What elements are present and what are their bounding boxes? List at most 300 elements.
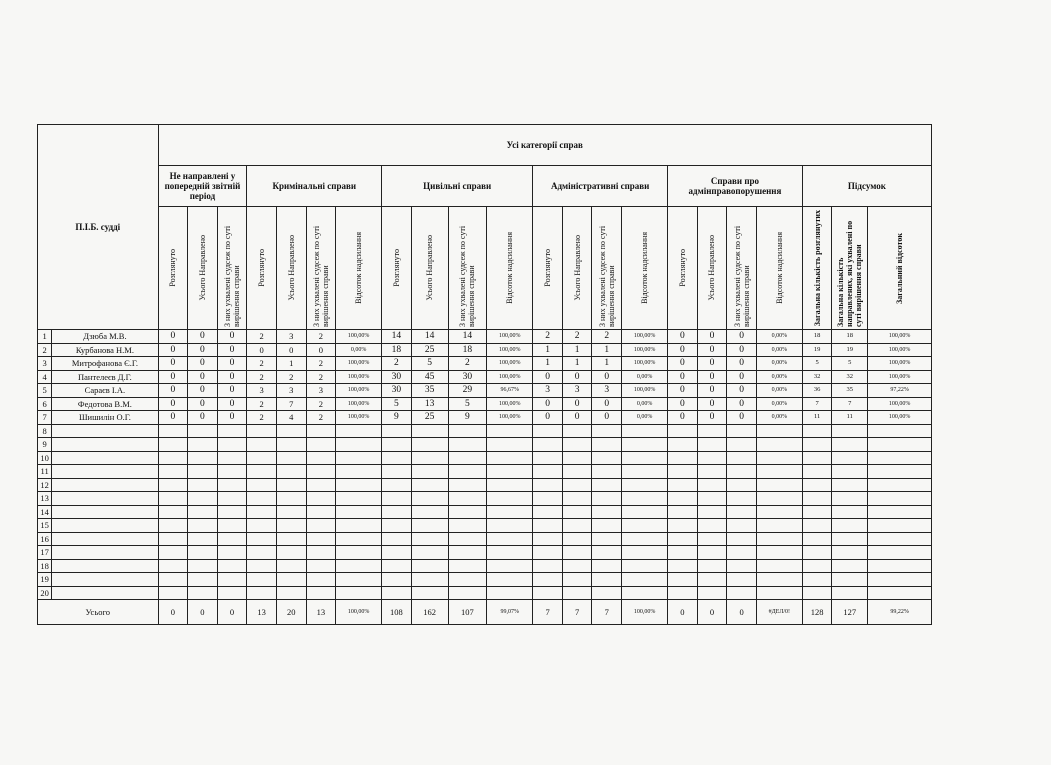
table-cell [562,586,592,600]
table-cell [336,505,382,519]
table-cell [832,532,868,546]
table-cell: 100,00% [336,330,382,344]
table-cell [756,465,802,479]
table-cell: 0 [158,397,188,411]
total-cell: 108 [382,600,412,625]
table-cell: 0 [592,397,622,411]
table-cell [592,424,622,438]
table-cell: 0 [592,370,622,384]
table-cell [622,438,668,452]
table-cell [622,465,668,479]
table-cell: 3 [306,384,336,398]
table-cell [487,559,533,573]
judge-name: Дзюба М.В. [52,330,158,344]
table-cell [727,451,757,465]
row-number: 6 [38,397,52,411]
table-cell [868,438,932,452]
table-cell [306,559,336,573]
table-cell [188,586,218,600]
table-cell [756,532,802,546]
judge-name [52,573,158,587]
table-cell: 5 [448,397,487,411]
table-cell: 14 [382,330,412,344]
table-cell [592,505,622,519]
table-cell [756,546,802,560]
table-cell: 9 [382,411,412,425]
table-cell [217,586,247,600]
table-cell [247,465,277,479]
table-cell [533,451,563,465]
row-number: 1 [38,330,52,344]
table-cell [727,586,757,600]
table-cell: 100,00% [868,330,932,344]
table-cell: 100,00% [336,397,382,411]
table-cell: 1 [592,343,622,357]
table-cell [306,492,336,506]
table-cell [247,532,277,546]
table-cell [336,478,382,492]
table-cell [727,478,757,492]
column-header [158,207,188,330]
table-cell: 0 [158,357,188,371]
table-cell: 35 [832,384,868,398]
table-cell [276,492,306,506]
table-cell [276,451,306,465]
table-cell [592,465,622,479]
table-cell [832,573,868,587]
table-cell [832,505,868,519]
column-header-label: Розглянуто [391,249,401,287]
table-cell: 0,00% [622,411,668,425]
table-row [38,532,932,546]
table-cell [382,438,412,452]
judge-name [52,586,158,600]
total-cell: 162 [411,600,448,625]
table-cell [622,573,668,587]
column-header-label: Розглянуто [257,249,267,287]
table-cell [756,451,802,465]
row-number: 13 [38,492,52,506]
total-cell: 100,00% [622,600,668,625]
table-cell: 19 [832,343,868,357]
table-cell: 30 [382,370,412,384]
table-cell: 0 [562,397,592,411]
total-cell: 99,22% [868,600,932,625]
judge-name: Шишилін О.Г. [52,411,158,425]
total-cell: 107 [448,600,487,625]
table-cell [562,478,592,492]
table-cell: 1 [533,357,563,371]
table-cell: 0 [727,343,757,357]
table-cell [832,559,868,573]
total-row [38,600,932,625]
table-cell: 1 [562,357,592,371]
table-cell: 29 [448,384,487,398]
row-number: 10 [38,451,52,465]
table-cell [868,451,932,465]
judge-name [52,532,158,546]
table-cell [487,424,533,438]
table-cell [697,532,727,546]
table-cell [448,532,487,546]
table-cell: 2 [247,357,277,371]
table-cell: 2 [247,330,277,344]
table-cell [448,519,487,533]
table-cell [487,573,533,587]
table-cell [727,519,757,533]
table-cell [562,438,592,452]
table-cell [802,438,832,452]
table-cell [336,492,382,506]
column-header-label: Усього Направлено [286,235,296,301]
column-header [697,207,727,330]
table-cell [217,492,247,506]
table-cell [306,438,336,452]
column-header-label: Розглянуто [677,249,687,287]
table-cell [276,546,306,560]
column-header-label: З них ухвалені судсеж по суті вирішення справи [597,225,616,327]
table-cell: 100,00% [336,370,382,384]
table-cell [756,586,802,600]
table-cell [868,586,932,600]
table-cell [448,546,487,560]
table-cell [247,546,277,560]
table-cell [533,573,563,587]
total-cell: 7 [533,600,563,625]
table-cell [533,559,563,573]
table-cell: 0 [592,411,622,425]
table-cell [802,465,832,479]
table-cell: 0 [217,357,247,371]
table-cell [562,424,592,438]
table-cell [411,586,448,600]
table-cell [802,559,832,573]
table-cell [411,451,448,465]
table-cell [727,438,757,452]
table-cell [487,532,533,546]
table-cell: 2 [276,370,306,384]
table-cell [158,519,188,533]
table-cell [802,424,832,438]
table-cell [158,451,188,465]
table-cell [868,559,932,573]
table-row [38,343,932,357]
table-cell: 100,00% [487,330,533,344]
table-row [38,505,932,519]
table-cell: 36 [802,384,832,398]
table-cell: 0,00% [756,357,802,371]
row-number: 8 [38,424,52,438]
row-number: 9 [38,438,52,452]
table-cell: 100,00% [868,343,932,357]
table-cell [533,478,563,492]
table-cell: 35 [411,384,448,398]
table-cell [336,532,382,546]
table-cell [382,451,412,465]
table-cell [158,505,188,519]
table-cell [217,465,247,479]
row-number: 2 [38,343,52,357]
table-cell: 7 [802,397,832,411]
table-cell [697,546,727,560]
table-cell: 5 [382,397,412,411]
table-cell [668,492,698,506]
table-cell [276,573,306,587]
table-cell [533,505,563,519]
table-cell [756,519,802,533]
table-cell: 0 [217,343,247,357]
table-cell: 13 [411,397,448,411]
table-cell [756,505,802,519]
table-cell: 11 [802,411,832,425]
total-cell: 0 [188,600,218,625]
group-header: Не направлені у попередній звітній період [158,166,247,207]
table-cell [158,424,188,438]
total-cell: 0 [217,600,247,625]
table-cell: 100,00% [487,357,533,371]
judge-name: Федотова В.М. [52,397,158,411]
table-cell [276,519,306,533]
table-cell [727,546,757,560]
table-cell [622,478,668,492]
table-cell: 0 [697,357,727,371]
table-cell: 0 [668,384,698,398]
column-header-label: З них ухвалені судсеж по суті вирішення справи [732,225,751,327]
table-cell: 0 [217,384,247,398]
table-cell [188,519,218,533]
table-cell [727,559,757,573]
table-cell [306,519,336,533]
table-cell: 0,00% [756,397,802,411]
table-cell [247,438,277,452]
table-cell [336,451,382,465]
table-cell: 0 [727,411,757,425]
table-cell [448,424,487,438]
table-cell [562,573,592,587]
table-cell: 2 [448,357,487,371]
table-cell [217,438,247,452]
table-cell: 0 [306,343,336,357]
table-cell [868,465,932,479]
table-cell: 11 [832,411,868,425]
table-cell [158,438,188,452]
table-cell [668,424,698,438]
table-cell: 100,00% [487,370,533,384]
table-cell [487,546,533,560]
table-cell [622,519,668,533]
table-cell [668,546,698,560]
table-cell [487,519,533,533]
row-number: 11 [38,465,52,479]
table-cell [336,438,382,452]
table-cell: 4 [276,411,306,425]
table-cell [487,492,533,506]
table-cell [487,465,533,479]
table-cell: 19 [802,343,832,357]
total-cell: 20 [276,600,306,625]
table-cell: 0,00% [756,411,802,425]
table-row [38,438,932,452]
table-cell [562,532,592,546]
table-cell [158,478,188,492]
table-body [38,330,932,625]
table-cell [382,424,412,438]
table-row [38,451,932,465]
table-cell: 0 [158,411,188,425]
table-cell [697,465,727,479]
table-cell [697,559,727,573]
table-cell [622,546,668,560]
table-cell: 0 [158,370,188,384]
table-cell: 14 [448,330,487,344]
table-cell [802,532,832,546]
table-cell [411,532,448,546]
table-cell [188,573,218,587]
table-cell [622,505,668,519]
table-cell [411,492,448,506]
table-cell [727,424,757,438]
table-cell [382,573,412,587]
table-cell [382,478,412,492]
table-cell: 5 [411,357,448,371]
table-cell: 0 [158,330,188,344]
table-cell [668,586,698,600]
table-cell: 100,00% [336,384,382,398]
column-header-label: Відсоток надсилання [505,232,515,304]
table-cell: 3 [592,384,622,398]
column-header [448,207,487,330]
judge-name: Пантелеєв Д.Г. [52,370,158,384]
table-cell [336,586,382,600]
table-cell [247,573,277,587]
table-cell: 0,00% [622,397,668,411]
total-cell: 128 [802,600,832,625]
table-cell [533,519,563,533]
column-header-label: Відсоток надсилання [774,232,784,304]
table-cell: 30 [382,384,412,398]
table-cell: 0 [727,357,757,371]
table-cell: 9 [448,411,487,425]
table-cell [382,505,412,519]
table-cell [697,573,727,587]
table-cell [306,546,336,560]
table-cell [697,519,727,533]
table-cell [727,465,757,479]
table-cell [756,438,802,452]
table-cell: 96,67% [487,384,533,398]
table-cell [306,573,336,587]
judge-name [52,546,158,560]
row-number: 20 [38,586,52,600]
table-row [38,478,932,492]
table-cell [756,424,802,438]
row-number: 3 [38,357,52,371]
column-header [622,207,668,330]
table-cell [247,492,277,506]
table-cell [622,424,668,438]
table-cell [622,586,668,600]
table-cell [832,586,868,600]
column-header [592,207,622,330]
table-cell: 3 [276,384,306,398]
table-cell [533,465,563,479]
table-cell: 2 [247,411,277,425]
table-cell [217,573,247,587]
table-cell: 3 [276,330,306,344]
table-cell [217,505,247,519]
table-cell [448,451,487,465]
table-cell [668,559,698,573]
table-row [38,370,932,384]
table-cell [158,546,188,560]
table-cell: 0 [727,370,757,384]
column-header [756,207,802,330]
table-cell: 0 [562,370,592,384]
table-cell [622,532,668,546]
table-cell [868,546,932,560]
table-cell [487,586,533,600]
subheader-row [38,207,932,330]
table-row [38,330,932,344]
table-cell [411,573,448,587]
table-row [38,519,932,533]
table-cell [188,478,218,492]
row-number: 16 [38,532,52,546]
all-categories-header: Усі категорії справ [158,125,931,166]
table-cell: 2 [592,330,622,344]
table-cell: 14 [411,330,448,344]
column-header [562,207,592,330]
column-header [217,207,247,330]
table-cell [487,451,533,465]
table-cell [188,451,218,465]
table-cell: 0 [533,397,563,411]
judge-name [52,478,158,492]
table-cell: 100,00% [868,357,932,371]
judge-name [52,465,158,479]
table-row [38,424,932,438]
table-cell: 0 [727,397,757,411]
total-cell: 0 [727,600,757,625]
table-cell: 32 [832,370,868,384]
table-cell: 0 [533,411,563,425]
table-cell [697,478,727,492]
table-cell: 0,00% [336,343,382,357]
table-cell: 0 [533,370,563,384]
table-cell: 0 [562,411,592,425]
table-cell [562,451,592,465]
column-header-label: Загальна кількість розглянутих [812,209,822,327]
table-cell: 32 [802,370,832,384]
table-cell [306,465,336,479]
table-cell: 0,00% [756,384,802,398]
table-cell: 18 [832,330,868,344]
table-cell: 45 [411,370,448,384]
table-cell [217,424,247,438]
table-cell [592,559,622,573]
table-cell [562,465,592,479]
table-cell [217,478,247,492]
table-cell [592,519,622,533]
table-cell [533,492,563,506]
table-row [38,384,932,398]
table-cell [562,505,592,519]
table-cell [382,559,412,573]
table-cell [158,465,188,479]
table-cell [727,492,757,506]
table-cell [756,492,802,506]
table-cell: 0 [668,343,698,357]
